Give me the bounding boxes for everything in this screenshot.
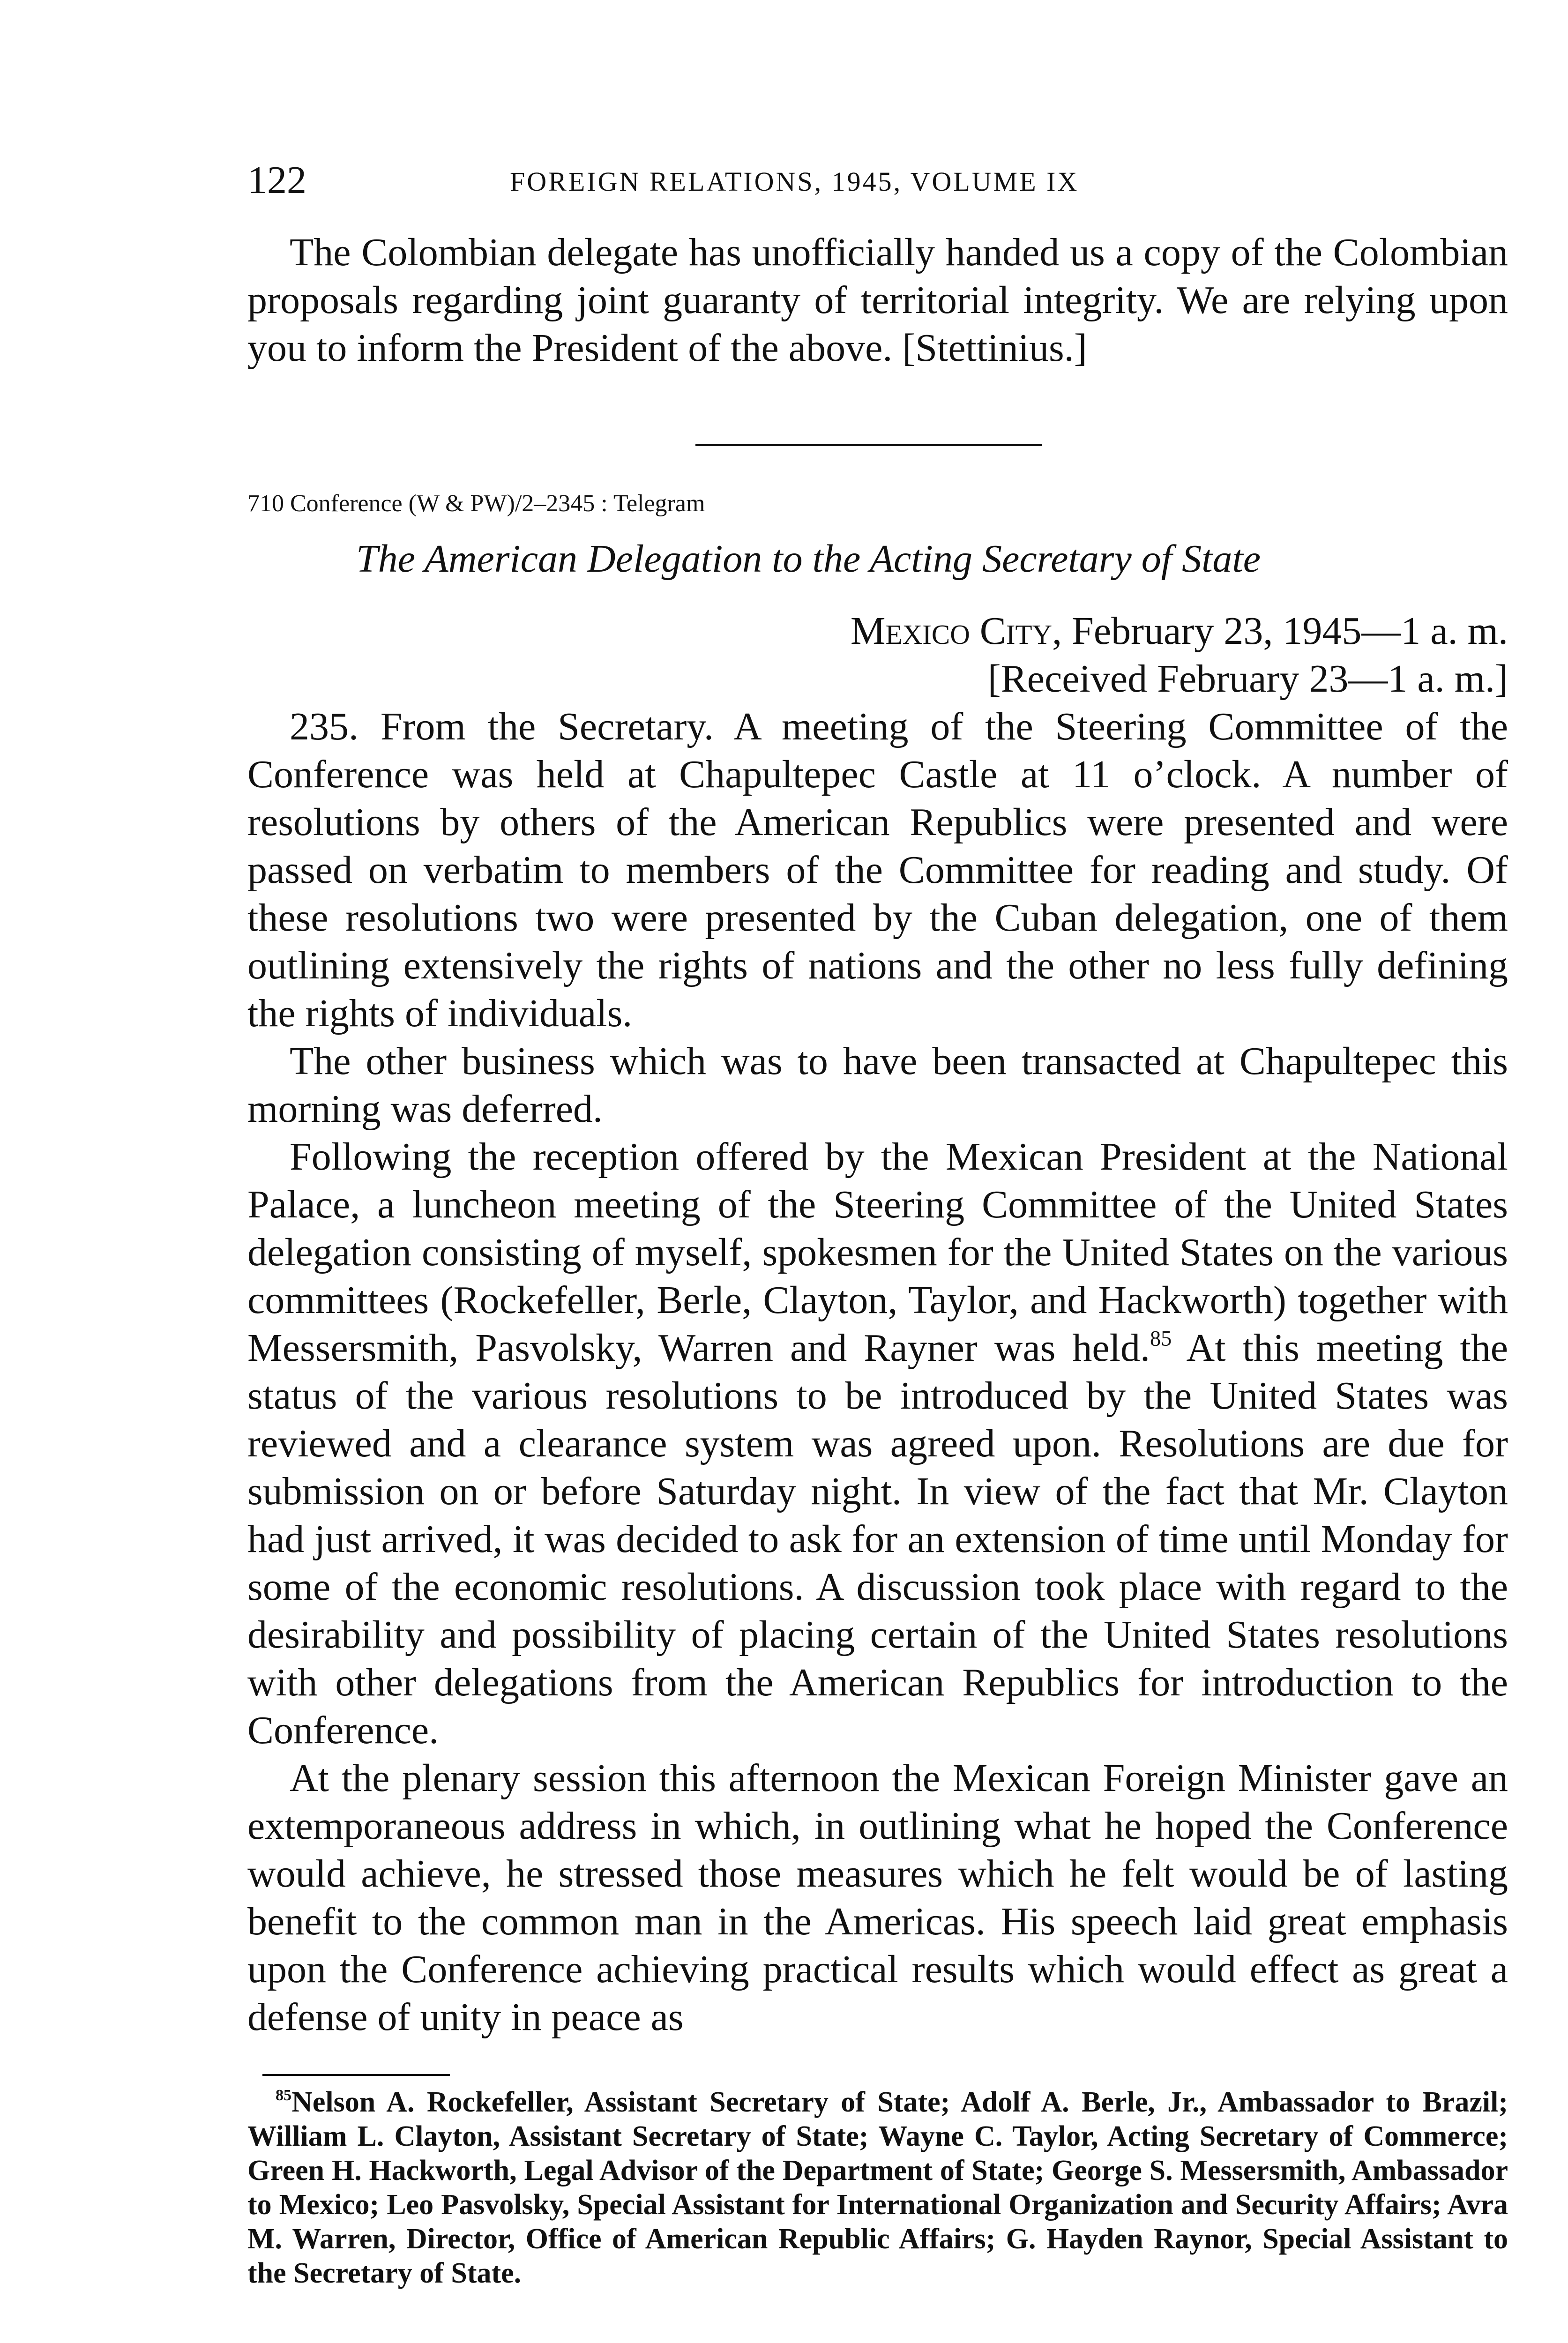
running-head: FOREIGN RELATIONS, 1945, VOLUME IX [510, 166, 1079, 197]
file-reference: 710 Conference (W & PW)/2–2345 : Telegram [247, 490, 705, 517]
dateline-date: , February 23, 1945—1 a. m. [1052, 609, 1508, 653]
paragraph: 235. From the Secretary. A meeting of the Steering Committee of the Conference was held at Chapultepec Castle at 11 o’clock. A number of resolutions by others of the American Republics were presented and were passed on verbatim to members of the Committee for reading and study. Of these resolutions two were presented by the Cuban delegation, one of them outlining extensively the rights of nations and the other no less fully defining the rights of individuals. [247, 705, 1508, 1035]
footnote-marker: 85 [276, 2087, 292, 2104]
footnote-reference: 85 [1150, 1326, 1172, 1351]
telegram-body [247, 703, 1508, 2041]
footnote-body: Nelson A. Rockefeller, Assistant Secretary of State; Adolf A. Berle, Jr., Ambassador to Brazil; William L. Clayton, Assistant Secretary of State; Wayne C. Taylor, Acting Secretary of Commerce; Green H. Hackworth, Legal Advisor of the Department of State; George S. Messersmith, Ambassador to Mexico; Leo Pasvolsky, Special Assistant for International Organization and Security Affairs; Avra M. Warren, Director, Office of American Republic Affairs; G. Hayden Raynor, Special Assistant to the Secretary of State. [247, 2086, 1508, 2289]
paragraph [247, 1133, 1508, 1754]
paragraph: The other business which was to have been transacted at Chapultepec this morning was deferred. [247, 1039, 1508, 1131]
page-header [247, 155, 1513, 206]
paragraph: The Colombian delegate has unofficially handed us a copy of the Colombian proposals regarding joint guaranty of territorial integrity. We are relying upon you to inform the President of the above. [Stettinius.] [247, 231, 1508, 370]
dateline-place: Mexico City [850, 609, 1053, 653]
footnote-divider [262, 2074, 450, 2076]
footnote-text [247, 2085, 1508, 2291]
paragraph-text: At this meeting the status of the various resolutions to be introduced by the United States was reviewed and a clearance system was agreed upon. Resolutions are due for submission on or before Saturday night. In view of the fact that Mr. Clayton had just arrived, it was decided to ask for an extension of time until Monday for some of the economic resolutions. A discussion took place with regard to the desirability and possibility of placing certain of the United States resolutions with other delegations from the American Republics for introduction to the Conference. [247, 1326, 1508, 1752]
page-number: 122 [247, 158, 306, 202]
footnote [247, 2085, 1508, 2291]
paragraph: At the plenary session this afternoon the Mexican Foreign Minister gave an extemporaneous address in which, in outlining what he hoped the Conference would achieve, he stressed those measures which he felt would be of lasting benefit to the common man in the Americas. His speech laid great emphasis upon the Conference achieving practical results which would effect as great a defense of unity in peace as [247, 1756, 1508, 2039]
document-title: The American Delegation to the Acting Secretary of State [356, 537, 1261, 581]
received-line: [Received February 23—1 a. m.] [987, 657, 1508, 701]
paragraph-text: Following the reception offered by the Mexican President at the National Palace, a luncheon meeting of the Steering Committee of the United States delegation consisting of myself, spokesmen for the United States on the various committees (Rockefeller, Berle, Clayton, Taylor, and Hackworth) together with Messersmith, Pasvolsky, Warren and Rayner was held. [247, 1135, 1508, 1370]
dateline [851, 607, 1508, 655]
section-divider [695, 444, 1042, 446]
continued-paragraph [247, 229, 1508, 372]
